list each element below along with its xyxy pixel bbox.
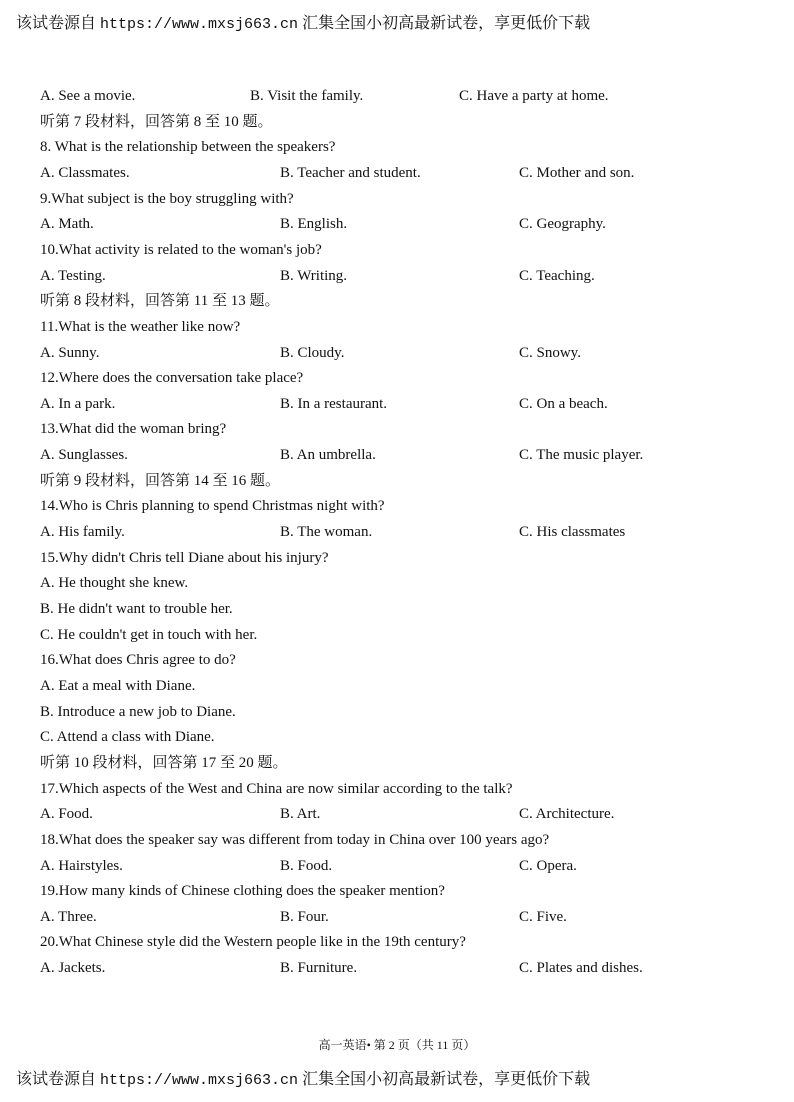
option-row <box>40 265 760 287</box>
question-line: B. Introduce a new job to Diane. <box>40 703 236 720</box>
option-c: C. Architecture. <box>519 806 615 823</box>
option-c: C. His classmates <box>519 524 626 540</box>
question-line: B. He didn't want to trouble her. <box>40 601 233 617</box>
option-row <box>40 342 760 364</box>
option-row <box>40 393 760 415</box>
option-row <box>40 957 760 979</box>
source-banner-bottom <box>16 1070 590 1091</box>
option-b: B. Writing. <box>280 267 348 284</box>
question-line: C. Attend a class with Diane. <box>40 729 215 746</box>
question-line: A. He thought she knew. <box>40 575 189 592</box>
source-banner-top <box>16 14 590 35</box>
option-a: A. Jackets. <box>40 960 106 977</box>
option-row <box>40 803 760 825</box>
option-b: B. English. <box>280 216 348 233</box>
option-c: C. Geography. <box>519 216 606 233</box>
section-instruction: 听第 7 段材料，回答第 8 至 10 题。 <box>40 113 273 130</box>
question-line: 8. What is the relationship between the speakers? <box>40 139 336 156</box>
option-a: A. See a movie. <box>40 88 136 104</box>
option-a: A. Math. <box>40 216 94 233</box>
option-c: C. The music player. <box>519 447 644 464</box>
banner-prefix: 该试卷源自 <box>16 15 101 32</box>
option-c: C. Mother and son. <box>519 164 635 181</box>
question-line: 11.What is the weather like now? <box>40 318 241 335</box>
option-b: B. Four. <box>280 908 329 925</box>
question-line: 20.What Chinese style did the Western people like in the 19th century? <box>40 934 466 951</box>
question-line: 18.What does the speaker say was different from today in China over 100 years ago? <box>40 831 550 848</box>
option-c: C. Plates and dishes. <box>519 960 643 977</box>
question-line: 12.Where does the conversation take place? <box>40 370 304 387</box>
option-b: B. Visit the family. <box>250 88 364 104</box>
option-a: A. Testing. <box>40 267 106 284</box>
option-row <box>40 906 760 928</box>
question-line: 9.What subject is the boy struggling with? <box>40 190 294 207</box>
option-a: A. Classmates. <box>40 164 130 181</box>
option-a: A. Food. <box>40 806 93 823</box>
banner-url: https://www.mxsj663.cn <box>100 1072 299 1089</box>
banner-suffix: 汇集全国小初高最新试卷，享更低价下载 <box>298 15 591 32</box>
option-row <box>40 213 760 235</box>
option-row <box>40 85 760 107</box>
option-a: A. In a park. <box>40 395 116 412</box>
option-c: C. Opera. <box>519 857 577 874</box>
option-b: B. In a restaurant. <box>280 395 388 412</box>
question-line: 15.Why didn't Chris tell Diane about his injury? <box>40 549 329 566</box>
option-b: B. Teacher and student. <box>280 164 421 181</box>
option-row <box>40 162 760 184</box>
option-b: B. Cloudy. <box>280 344 345 361</box>
option-a: A. Three. <box>40 908 97 925</box>
banner-url: https://www.mxsj663.cn <box>100 16 299 33</box>
option-row <box>40 855 760 877</box>
option-b: B. Furniture. <box>280 960 358 977</box>
question-line: 17.Which aspects of the West and China are now similar according to the talk? <box>40 780 513 797</box>
question-line: 16.What does Chris agree to do? <box>40 652 236 669</box>
option-a: A. Sunglasses. <box>40 447 128 464</box>
banner-suffix: 汇集全国小初高最新试卷，享更低价下载 <box>298 1071 591 1088</box>
option-a: A. His family. <box>40 524 125 540</box>
banner-prefix: 该试卷源自 <box>16 1071 101 1088</box>
question-line: 10.What activity is related to the woman's job? <box>40 241 322 258</box>
question-line: 13.What did the woman bring? <box>40 421 227 438</box>
section-instruction: 听第 9 段材料，回答第 14 至 16 题。 <box>40 472 281 489</box>
question-line: 19.How many kinds of Chinese clothing does the speaker mention? <box>40 883 445 900</box>
option-c: C. Teaching. <box>519 267 595 284</box>
option-a: A. Sunny. <box>40 344 100 361</box>
option-a: A. Hairstyles. <box>40 857 123 874</box>
option-b: B. Food. <box>280 857 333 874</box>
option-b: B. Art. <box>280 806 321 823</box>
question-line: C. He couldn't get in touch with her. <box>40 626 258 643</box>
option-row <box>40 444 760 466</box>
section-instruction: 听第 10 段材料，回答第 17 至 20 题。 <box>40 754 288 771</box>
page-footer: 高一英语• 第 2 页（共 11 页） <box>318 1038 476 1052</box>
option-b: B. An umbrella. <box>280 447 376 464</box>
option-c: C. On a beach. <box>519 395 608 412</box>
option-c: C. Have a party at home. <box>459 88 609 104</box>
option-row <box>40 521 760 543</box>
section-instruction: 听第 8 段材料，回答第 11 至 13 题。 <box>40 293 280 310</box>
question-line: A. Eat a meal with Diane. <box>40 677 196 694</box>
option-c: C. Five. <box>519 908 567 925</box>
option-c: C. Snowy. <box>519 344 581 361</box>
option-b: B. The woman. <box>280 524 373 540</box>
question-line: 14.Who is Chris planning to spend Christmas night with? <box>40 498 385 515</box>
